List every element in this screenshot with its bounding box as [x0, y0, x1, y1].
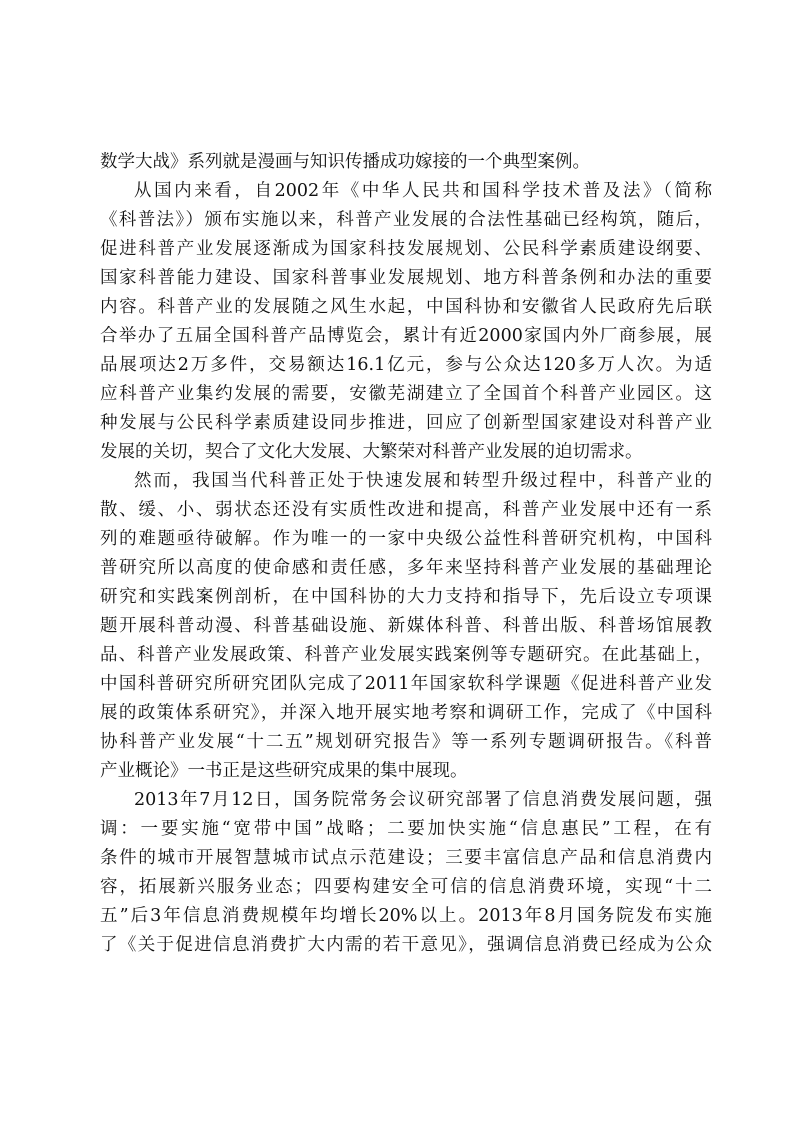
text-line: 协科普产业发展“十二五”规划研究报告》等一系列专题调研报告。《科普 [100, 732, 712, 752]
text-line: 促进科普产业发展逐渐成为国家科技发展规划、公民科学素质建设纲要、 [100, 239, 712, 259]
text-line: 2013年7月12日，国务院常务会议研究部署了信息消费发展问题，强 [134, 790, 712, 810]
text-line: 数学大战》系列就是漫画与知识传播成功嫁接的一个典型案例。 [100, 152, 590, 172]
text-line: 了《关于促进信息消费扩大内需的若干意见》，强调信息消费已经成为公众 [100, 935, 712, 955]
paragraph [100, 467, 712, 786]
text-line: 产业概论》一书正是这些研究成果的集中展现。 [100, 761, 468, 781]
text-line: 发展的关切，契合了文化大发展、大繁荣对科普产业发展的迫切需求。 [100, 442, 643, 462]
text-line: 散、缓、小、弱状态还没有实质性改进和提高，科普产业发展中还有一系 [100, 500, 712, 520]
text-line: 五”后3年信息消费规模年均增长20%以上。2013年8月国务院发布实施 [100, 906, 712, 926]
text-line: 展的政策体系研究》，并深入地开展实地考察和调研工作，完成了《中国科 [100, 703, 712, 723]
text-line: 然而，我国当代科普正处于快速发展和转型升级过程中，科普产业的 [134, 471, 712, 491]
text-line: 品展项达2万多件，交易额达16.1亿元，参与公众达120多万人次。为适 [100, 355, 712, 375]
text-line: 中国科普研究所研究团队完成了2011年国家软科学课题《促进科普产业发 [100, 674, 712, 694]
paragraph [100, 148, 712, 177]
text-line: 合举办了五届全国科普产品博览会，累计有近2000家国内外厂商参展，展 [100, 326, 712, 346]
text-line: 应科普产业集约发展的需要，安徽芜湖建立了全国首个科普产业园区。这 [100, 384, 712, 404]
paragraph [100, 177, 712, 467]
text-line: 普研究所以高度的使命感和责任感，多年来坚持科普产业发展的基础理论 [100, 558, 712, 578]
text-line: 从国内来看，自2002年《中华人民共和国科学技术普及法》（简称 [134, 181, 712, 201]
text-line: 种发展与公民科学素质建设同步推进，回应了创新型国家建设对科普产业 [100, 413, 712, 433]
text-line: 国家科普能力建设、国家科普事业发展规划、地方科普条例和办法的重要 [100, 268, 712, 288]
text-line: 题开展科普动漫、科普基础设施、新媒体科普、科普出版、科普场馆展教 [100, 616, 712, 636]
text-line: 列的难题亟待破解。作为唯一的一家中央级公益性科普研究机构，中国科 [100, 529, 712, 549]
text-line: 容，拓展新兴服务业态；四要构建安全可信的信息消费环境，实现“十二 [100, 877, 712, 897]
text-line: 《科普法》）颁布实施以来，科普产业发展的合法性基础已经构筑，随后， [100, 210, 712, 230]
text-line: 内容。科普产业的发展随之风生水起，中国科协和安徽省人民政府先后联 [100, 297, 712, 317]
text-line: 研究和实践案例剖析，在中国科协的大力支持和指导下，先后设立专项课 [100, 587, 712, 607]
text-line: 品、科普产业发展政策、科普产业发展实践案例等专题研究。在此基础上， [100, 645, 712, 665]
text-line: 调：一要实施“宽带中国”战略；二要加快实施“信息惠民”工程，在有 [100, 819, 712, 839]
text-line: 条件的城市开展智慧城市试点示范建设；三要丰富信息产品和信息消费内 [100, 848, 712, 868]
paragraph [100, 786, 712, 960]
body-text [100, 148, 712, 960]
